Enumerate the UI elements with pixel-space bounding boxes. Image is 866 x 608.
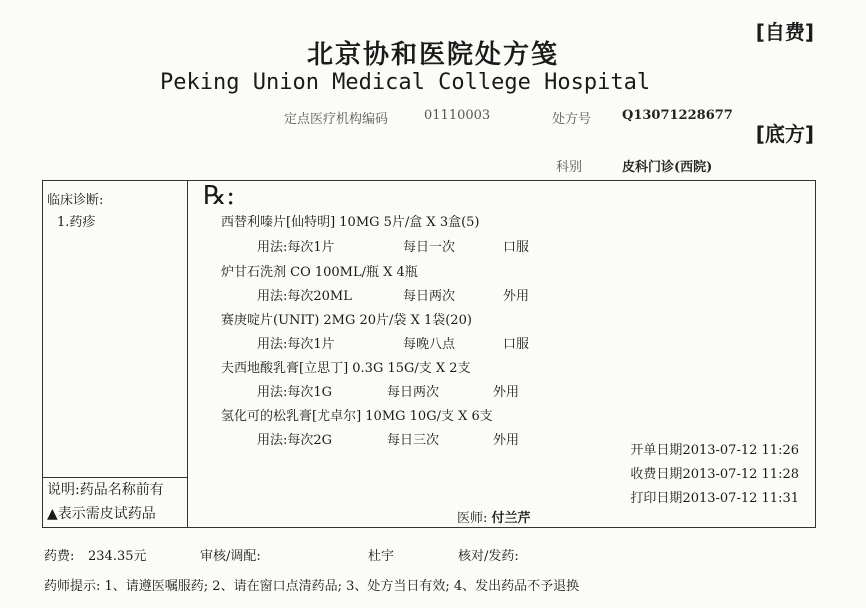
usage-route: 口服 <box>503 337 530 352</box>
hospital-english-name: Peking Union Medical College Hospital <box>160 70 651 95</box>
usage-line <box>257 285 529 304</box>
usage-dose: 用法:每次20ML <box>257 289 352 304</box>
usage-dose: 用法:每次1片 <box>257 337 335 352</box>
department: 皮科门诊(西院) <box>622 160 713 175</box>
drug-line: 赛庚啶片(UNIT) 2MG 20片/袋 X 1袋(20) <box>221 313 472 328</box>
doctor <box>457 507 531 526</box>
drug-line: 夫西地酸乳膏[立思丁] 0.3G 15G/支 X 2支 <box>221 361 471 376</box>
doctor-label: 医师: <box>457 511 488 526</box>
prescription-no-label: 处方号 <box>552 112 592 127</box>
fee-label: 药费: <box>44 549 75 564</box>
usage-route: 外用 <box>493 433 520 448</box>
doctor-name: 付兰芹 <box>491 511 531 526</box>
check-label: 核对/发药: <box>458 549 519 564</box>
drug-line: 西替利嗪片[仙特明] 10MG 5片/盒 X 3盒(5) <box>221 215 480 230</box>
note-line-1: 说明:药品名称前有 <box>47 482 164 498</box>
drug-line: 炉甘石洗剂 CO 100ML/瓶 X 4瓶 <box>221 265 418 280</box>
usage-frequency: 每晚八点 <box>403 337 456 352</box>
usage-frequency: 每日一次 <box>403 240 456 255</box>
print-date-value: 2013-07-12 11:31 <box>682 491 799 506</box>
usage-dose: 用法:每次1片 <box>257 240 335 255</box>
usage-frequency: 每日三次 <box>387 433 440 448</box>
open-date-value: 2013-07-12 11:26 <box>682 443 799 458</box>
charge-date-value: 2013-07-12 11:28 <box>682 467 799 482</box>
usage-line <box>257 236 529 255</box>
print-date <box>630 487 799 506</box>
self-pay-badge: [自费] <box>755 20 814 44</box>
usage-route: 外用 <box>503 289 530 304</box>
usage-route: 外用 <box>493 385 520 400</box>
usage-frequency: 每日两次 <box>387 385 440 400</box>
institution-code: 01110003 <box>424 108 491 123</box>
print-date-label: 打印日期 <box>630 491 683 506</box>
usage-dose: 用法:每次2G <box>257 433 333 448</box>
charge-date-label: 收费日期 <box>630 467 683 482</box>
institution-code-label: 定点医疗机构编码 <box>284 112 389 127</box>
pharmacist-tips: 药师提示: 1、请遵医嘱服药; 2、请在窗口点清药品; 3、处方当日有效; 4、发出药品不予退换 <box>44 579 580 594</box>
open-date-label: 开单日期 <box>630 443 683 458</box>
usage-frequency: 每日两次 <box>403 289 456 304</box>
diagnosis-column <box>43 181 188 527</box>
usage-line <box>257 381 519 400</box>
prescription-frame <box>42 180 816 528</box>
fee-amount: 234.35元 <box>88 549 147 564</box>
usage-line <box>257 333 529 352</box>
rx-symbol: ℞: <box>203 181 236 211</box>
note-line-2: ▲表示需皮试药品 <box>47 506 156 522</box>
department-label: 科别 <box>556 160 583 175</box>
page-title: 北京协和医院处方笺 <box>306 40 559 70</box>
diagnosis-label: 临床诊断: <box>47 193 104 208</box>
diagnosis-item: 1.药疹 <box>57 215 96 230</box>
prescription-no: Q13071228677 <box>622 108 733 123</box>
usage-dose: 用法:每次1G <box>257 385 333 400</box>
usage-line <box>257 429 519 448</box>
drug-line: 氢化可的松乳膏[尤卓尔] 10MG 10G/支 X 6支 <box>221 409 493 424</box>
reviewer-name: 杜宇 <box>368 549 395 564</box>
review-label: 审核/调配: <box>200 549 261 564</box>
note-divider <box>43 477 188 478</box>
charge-date <box>630 463 799 482</box>
open-date <box>630 439 799 458</box>
copy-badge: [底方] <box>755 122 814 146</box>
usage-route: 口服 <box>503 240 530 255</box>
